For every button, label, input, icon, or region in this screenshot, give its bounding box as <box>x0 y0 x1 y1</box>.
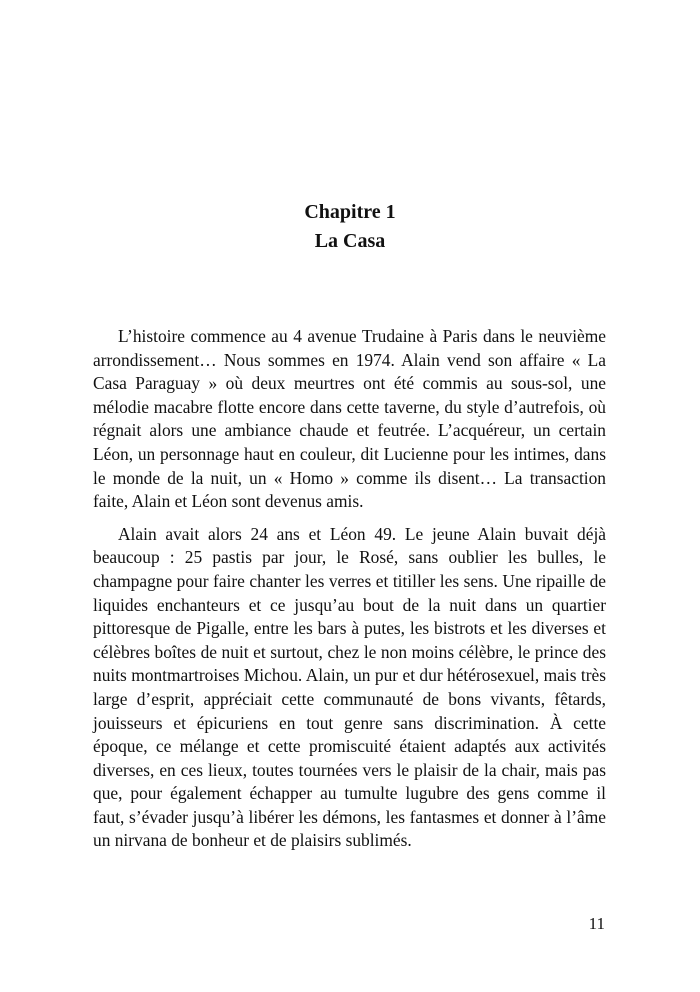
chapter-title: La Casa <box>314 230 386 252</box>
chapter-body <box>93 325 606 853</box>
paragraph: Alain avait alors 24 ans et Léon 49. Le jeune Alain buvait déjà beaucoup : 25 pastis par jour, le Rosé, sans oublier les bulles, le champagne pour faire chanter les verres et titiller les sens. Une ripaille de liquides enchanteurs et ce jusqu’au bout de la nuit dans un quartier pittoresque de Pigalle, entre les bars à putes, les bistrots et les diverses et célèbres boîtes de nuit et surtout, chez le non moins célèbre, le prince des nuits montmartroises Michou. Alain, un pur et dur hétérosexuel, mais très large d’esprit, appréciait cette communauté de bons vivants, fêtards, jouisseurs et épicuriens en tout genre sans discrimination. À cette époque, ce mélange et cette promiscuité étaient adaptés aux activités diverses, en ces lieux, toutes tournées vers le plaisir de la chair, mais pas que, pour également échapper au tumulte lugubre des gens comme il faut, s’évader jusqu’à libérer les démons, les fantasmes et donner à l’âme un nirvana de bonheur et de plaisirs sublimés. <box>93 523 606 851</box>
chapter-heading <box>0 198 700 256</box>
page-number: 11 <box>588 914 605 933</box>
chapter-number: Chapitre 1 <box>304 201 396 223</box>
paragraph: L’histoire commence au 4 avenue Trudaine à Paris dans le neuvième arrondissement… Nous sommes en 1974. Alain vend son affaire « La Casa Paraguay » où deux meurtres ont été commis au sous-sol, une mélodie macabre flotte encore dans cette taverne, du style d’autrefois, où régnait alors une ambiance chaude et feutrée. L’acquéreur, un certain Léon, un personnage haut en couleur, dit Lucienne pour les intimes, dans le monde de la nuit, un « Homo » comme ils disent… La transaction faite, Alain et Léon sont devenus amis. <box>93 326 606 512</box>
